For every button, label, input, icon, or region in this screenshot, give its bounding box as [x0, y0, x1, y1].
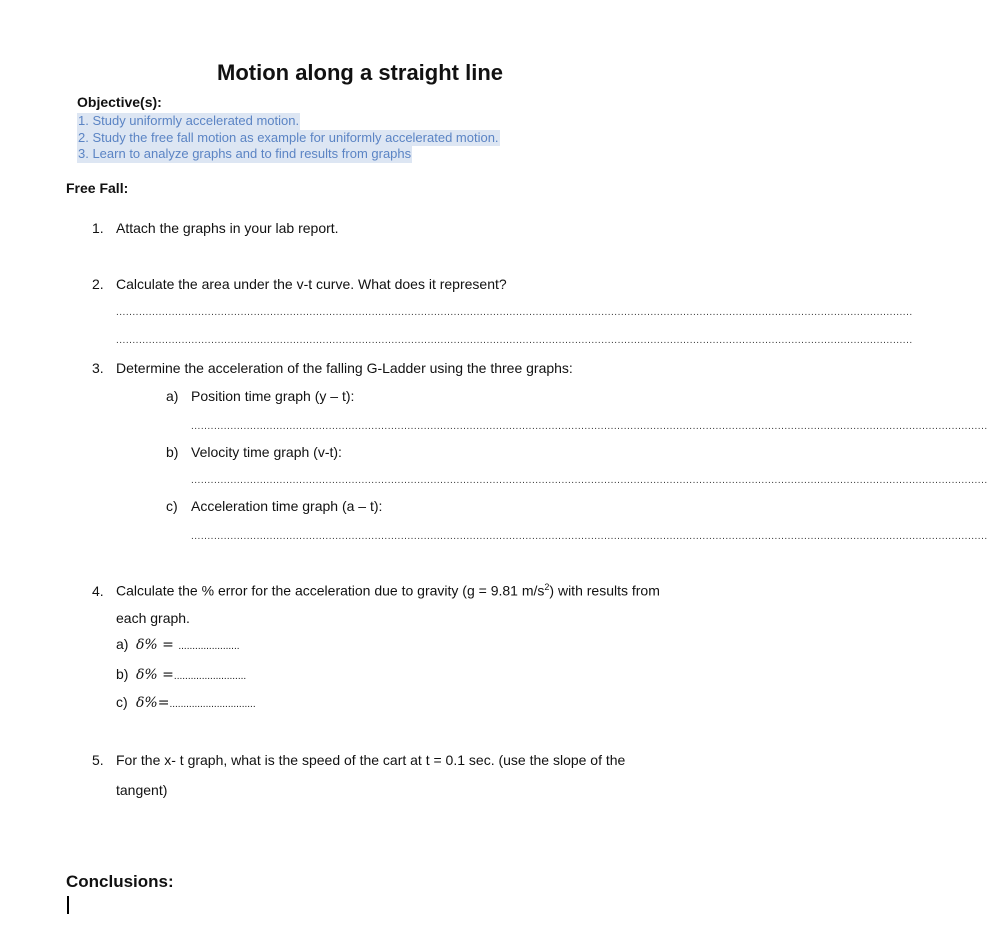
question-5-line2: tangent)	[116, 782, 168, 798]
question-3c	[166, 498, 382, 514]
answer-line[interactable]: ...................................................................................................................................................................................................................................................	[191, 421, 988, 432]
question-text: Attach the graphs in your lab report.	[116, 220, 339, 236]
section-heading-free-fall: Free Fall:	[66, 180, 129, 196]
question-text: For the x- t graph, what is the speed of the cart at t = 0.1 sec. (use the slope of the	[116, 752, 626, 768]
answer-line[interactable]: ...................................................................................................................................................................................................................................................	[191, 531, 988, 542]
delta-symbol: δ% =	[136, 667, 174, 683]
question-number: 3.	[92, 360, 104, 376]
objectives-list	[77, 113, 500, 163]
delta-symbol: δ% =	[136, 637, 179, 653]
question-3a	[166, 388, 354, 404]
question-4-line2: each graph.	[116, 610, 190, 626]
superscript: 2	[544, 582, 550, 592]
question-text: ) with results from	[549, 582, 660, 599]
delta-symbol: δ%=	[136, 695, 170, 711]
conclusions-heading: Conclusions:	[66, 872, 174, 891]
sub-text: Velocity time graph (v-t):	[191, 444, 342, 460]
question-number: 2.	[92, 276, 104, 292]
answer-blank[interactable]: ...............................	[169, 699, 256, 710]
question-text: Determine the acceleration of the falling G-Ladder using the three graphs:	[116, 360, 573, 376]
question-number: 4.	[92, 582, 104, 599]
question-4a	[116, 636, 240, 653]
question-3b	[166, 444, 342, 460]
question-3	[92, 360, 573, 376]
objectives-heading: Objective(s):	[77, 94, 162, 110]
text-cursor[interactable]	[67, 896, 69, 914]
answer-line[interactable]: ...................................................................................................................................................................................................................................................	[191, 475, 988, 486]
sub-label: a)	[166, 388, 179, 404]
question-1	[92, 220, 339, 236]
answer-line[interactable]: ...................................................................................................................................................................................................................................................	[116, 307, 913, 318]
answer-blank[interactable]: ..........................	[173, 671, 247, 682]
sub-label: c)	[166, 498, 178, 514]
question-text: Calculate the area under the v-t curve. What does it represent?	[116, 276, 507, 292]
objective-item: 3. Learn to analyze graphs and to find results from graphs	[78, 146, 412, 161]
sub-label: b)	[116, 666, 129, 682]
answer-blank[interactable]: ......................	[178, 641, 240, 652]
objective-item: 1. Study uniformly accelerated motion.	[78, 113, 300, 128]
question-number: 5.	[92, 752, 104, 768]
question-4	[92, 582, 660, 599]
answer-line[interactable]: ...................................................................................................................................................................................................................................................	[116, 335, 913, 346]
sub-label: c)	[116, 694, 128, 710]
objective-item: 2. Study the free fall motion as example for uniformly accelerated motion.	[78, 129, 499, 145]
question-2	[92, 276, 507, 292]
question-text: Calculate the % error for the acceleration due to gravity (g = 9.81 m/s	[116, 582, 545, 599]
sub-text: Acceleration time graph (a – t):	[191, 498, 383, 514]
page-title: Motion along a straight line	[217, 60, 503, 85]
sub-label: b)	[166, 444, 179, 460]
sub-label: a)	[116, 636, 129, 652]
question-number: 1.	[92, 220, 104, 236]
question-4b	[116, 666, 246, 683]
question-4c	[116, 694, 256, 711]
sub-text: Position time graph (y – t):	[191, 388, 355, 404]
question-5	[92, 752, 625, 768]
